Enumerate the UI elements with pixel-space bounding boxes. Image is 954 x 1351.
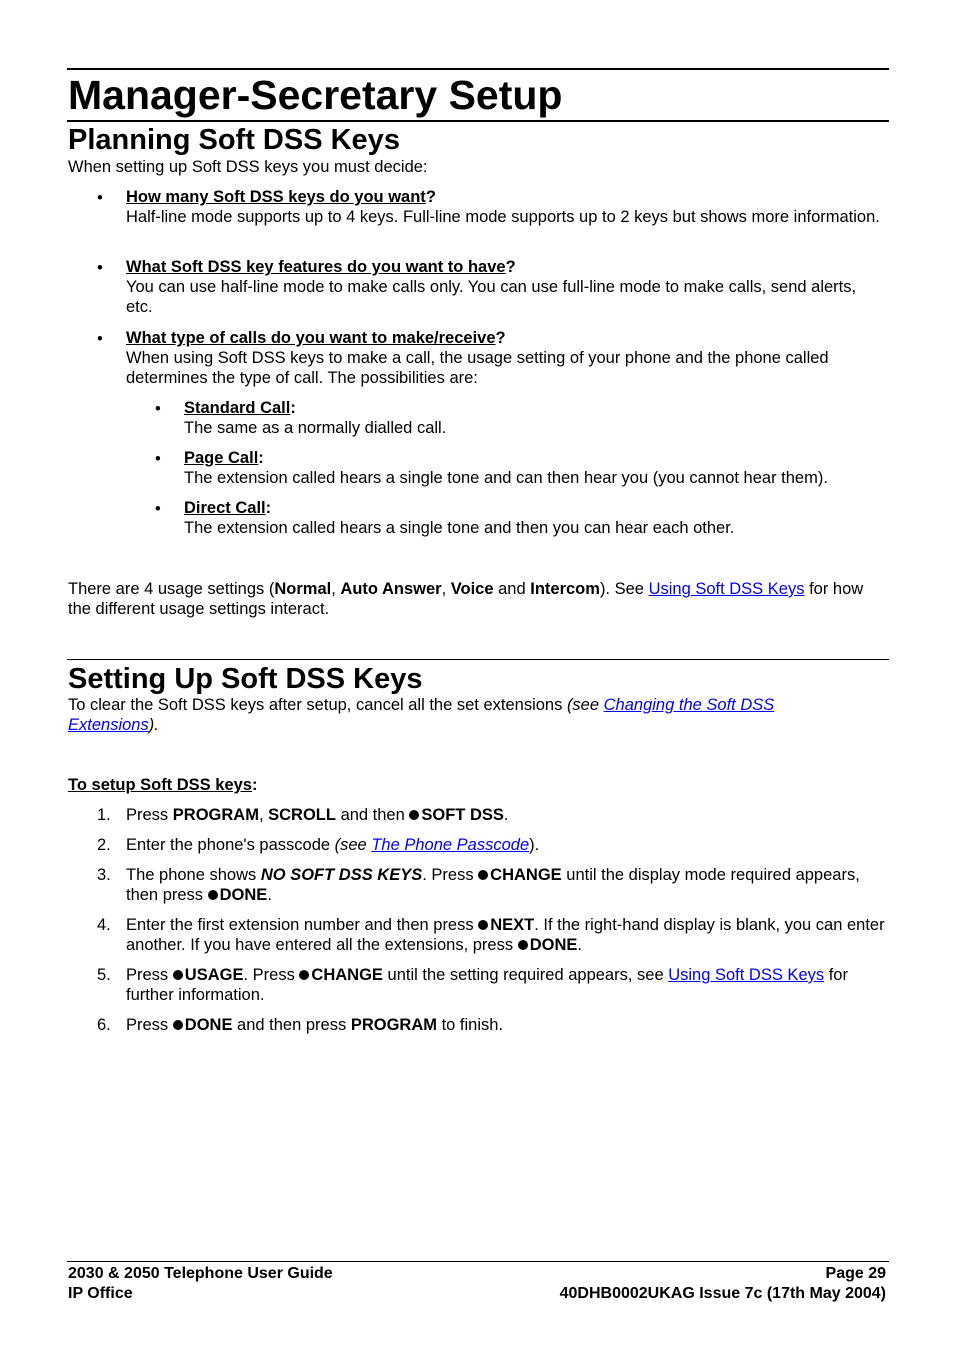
call-type-desc: The extension called hears a single tone and then you can hear each other. [184, 519, 735, 537]
question-body: When using Soft DSS keys to make a call, the usage setting of your phone and the phone called determines the type of call. The possibilities are: [126, 349, 829, 387]
step-5: Press USAGE. Press CHANGE until the setting required appears, see Using Soft DSS Keys for further information. [126, 966, 848, 1004]
step-4: Enter the first extension number and then press NEXT. If the right-hand display is blank, you can enter another. If you have entered all the extensions, press DONE. [126, 916, 885, 954]
question-title: What Soft DSS key features do you want to have [126, 258, 506, 276]
question-title: What type of calls do you want to make/receive [126, 329, 496, 347]
soft-key-dot-icon [409, 810, 419, 820]
call-type-desc: The extension called hears a single tone and can then hear you (you cannot hear them). [184, 469, 828, 487]
step-number: 4. [97, 916, 111, 934]
step-number: 5. [97, 966, 111, 984]
question-features: What Soft DSS key features do you want to have? You can use half-line mode to make calls only. You can use full-line mode to make calls, send alerts, etc. [126, 258, 857, 316]
call-type-page: Page Call: The extension called hears a single tone and can then hear you (you cannot hear them). [184, 449, 828, 487]
step-6: Press DONE and then press PROGRAM to finish. [126, 1016, 504, 1034]
soft-key-dot-icon [299, 970, 309, 980]
planning-heading: Planning Soft DSS Keys [68, 124, 400, 156]
step-2: Enter the phone's passcode (see The Phone Passcode). [126, 836, 540, 854]
soft-key-dot-icon [478, 870, 488, 880]
bullet-icon: • [155, 500, 161, 518]
usage-settings-paragraph: There are 4 usage settings (Normal, Auto Answer, Voice and Intercom). See Using Soft DSS Keys for how the different usage settings interact. [68, 580, 864, 618]
bullet-icon: • [97, 189, 103, 207]
call-type-standard: Standard Call: The same as a normally dialled call. [184, 399, 447, 437]
bullet-icon: • [97, 259, 103, 277]
using-soft-dss-keys-link[interactable]: Using Soft DSS Keys [648, 580, 805, 598]
call-type-direct: Direct Call: The extension called hears a single tone and then you can hear each other. [184, 499, 735, 537]
step-number: 2. [97, 836, 111, 854]
bullet-icon: • [155, 400, 161, 418]
question-body: You can use half-line mode to make calls only. You can use full-line mode to make calls, send alerts, etc. [126, 278, 857, 316]
call-type-desc: The same as a normally dialled call. [184, 419, 447, 437]
step-number: 6. [97, 1016, 111, 1034]
footer-guide-title: 2030 & 2050 Telephone User Guide [68, 1265, 333, 1282]
step-1: Press PROGRAM, SCROLL and then SOFT DSS. [126, 806, 509, 824]
page-title: Manager-Secretary Setup [68, 72, 563, 118]
question-call-types: What type of calls do you want to make/receive? When using Soft DSS keys to make a call, the usage setting of your phone and the phone called determines the type of call. The possibilities are: [126, 329, 829, 387]
step-3: The phone shows NO SOFT DSS KEYS. Press CHANGE until the display mode required appears, then press DONE. [126, 866, 860, 904]
footer-issue: 40DHB0002UKAG Issue 7c (17th May 2004) [559, 1285, 886, 1302]
section-rule [67, 659, 889, 660]
bullet-icon: • [97, 330, 103, 348]
title-rule [67, 120, 889, 122]
step-number: 1. [97, 806, 111, 824]
soft-key-dot-icon [518, 940, 528, 950]
soft-key-dot-icon [208, 890, 218, 900]
call-type-name: Standard Call [184, 399, 291, 417]
soft-key-dot-icon [173, 1020, 183, 1030]
call-type-name: Direct Call [184, 499, 266, 517]
question-title: How many Soft DSS keys do you want [126, 188, 426, 206]
planning-intro: When setting up Soft DSS keys you must decide: [68, 158, 428, 176]
footer-page-number: Page 29 [825, 1265, 886, 1282]
using-soft-dss-keys-link[interactable]: Using Soft DSS Keys [668, 966, 825, 984]
soft-key-dot-icon [173, 970, 183, 980]
step-number: 3. [97, 866, 111, 884]
call-type-name: Page Call [184, 449, 259, 467]
soft-key-dot-icon [478, 920, 488, 930]
steps-title: To setup Soft DSS keys: [68, 776, 258, 794]
clear-keys-paragraph: To clear the Soft DSS keys after setup, cancel all the set extensions (see Changing the Soft DSS Extensions). [68, 696, 775, 734]
question-body: Half-line mode supports up to 4 keys. Full-line mode supports up to 2 keys but shows more information. [126, 208, 880, 226]
changing-extensions-link[interactable]: Changing the Soft DSS Extensions [68, 696, 775, 734]
question-keys: How many Soft DSS keys do you want? Half-line mode supports up to 4 keys. Full-line mode supports up to 2 keys but shows more information. [126, 188, 880, 226]
footer-rule [67, 1261, 889, 1262]
setup-heading: Setting Up Soft DSS Keys [68, 663, 423, 695]
footer-product: IP Office [68, 1285, 133, 1302]
phone-passcode-link[interactable]: The Phone Passcode [371, 836, 530, 854]
bullet-icon: • [155, 450, 161, 468]
